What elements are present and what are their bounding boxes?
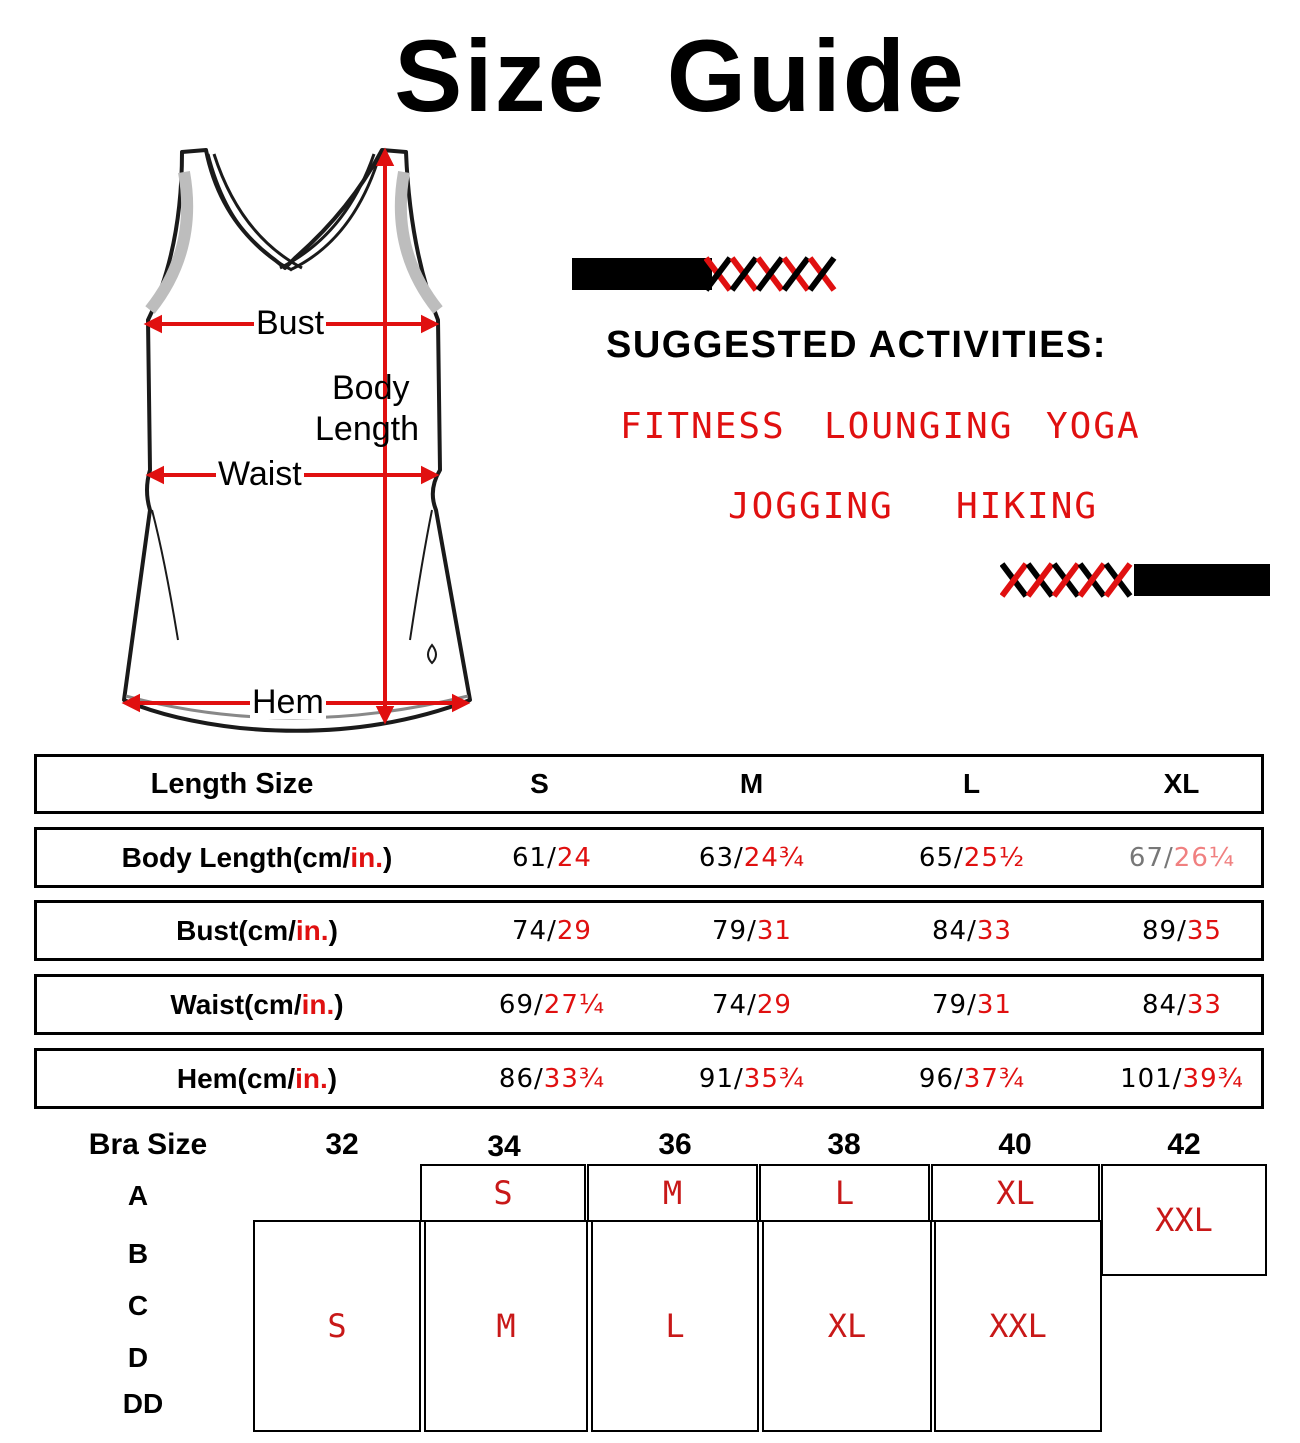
cup-c: C [127,1290,149,1321]
size-header-xl: XL [1163,768,1200,799]
value-cell: 96 / 37¾ [918,1063,1026,1094]
row-label-hem: Hem(cm/ in. ) [176,1062,338,1094]
hem-label: Hem [252,683,324,721]
size-header-l: L [962,768,981,799]
bra-size-label: Bra Size [88,1128,208,1161]
tank-top-diagram [110,140,480,740]
value-cell: 84 / 33 [1142,989,1222,1020]
decorative-bar-bottom [1000,562,1270,598]
band-34: 34 [487,1130,521,1163]
value-cell: 86 / 33¾ [498,1063,606,1094]
row-label-body-length: Body Length(cm/ in. ) [121,841,393,873]
value-cell: 91 / 35¾ [698,1063,806,1094]
value-cell: 79 / 31 [712,915,792,946]
cup-a: A [127,1180,149,1211]
bra-cell-36a: M [587,1164,758,1222]
table-row [34,974,1264,1035]
value-cell: 84 / 33 [932,915,1012,946]
bra-cell-40a: XL [931,1164,1100,1222]
activity-fitness: FITNESS [620,406,786,447]
size-table-header [34,754,1264,814]
page-title: Size Guide [394,19,966,133]
value-cell: 79 / 31 [932,989,1012,1020]
band-38: 38 [827,1128,861,1161]
band-32: 32 [325,1128,359,1161]
cup-d: D [127,1342,149,1373]
row-label-waist: Waist(cm/ in. ) [170,988,344,1020]
bra-cell-38-b-dd: XL [762,1220,932,1432]
value-cell: 61 / 24 [512,842,592,873]
table-row [34,1048,1264,1109]
bra-cell-40-b-dd: XXL [934,1220,1102,1432]
value-cell: 74 / 29 [512,915,592,946]
value-cell: 74 / 29 [712,989,792,1020]
bra-cell-42: XXL [1101,1164,1267,1276]
bra-cell-34a: S [420,1164,586,1222]
band-36: 36 [658,1128,692,1161]
activity-lounging: LOUNGING [824,406,1014,447]
band-42: 42 [1167,1128,1201,1161]
value-cell: 63 / 24¾ [698,842,806,873]
row-label-bust: Bust(cm/ in. ) [176,914,338,946]
bust-label: Bust [256,304,325,342]
bra-cell-38a: L [759,1164,930,1222]
activity-yoga: YOGA [1046,406,1141,447]
size-header-s: S [530,768,549,799]
decorative-bar-top [572,256,842,292]
bra-cell-34-b-dd: M [424,1220,588,1432]
tank-top-illustration [110,140,480,740]
table-row [34,900,1264,961]
activity-jogging: JOGGING [728,486,894,527]
value-cell: 67 / 26¼ [1128,842,1236,873]
bra-cell-32-b-dd: S [253,1220,421,1432]
bra-cell-36-b-dd: L [591,1220,759,1432]
body-length-label-line2: Length [315,410,419,448]
cross-stitch-icon [704,256,844,292]
length-size-header: Length Size [150,767,314,800]
waist-label: Waist [218,455,302,493]
size-header-m: M [739,768,764,799]
cup-dd: DD [122,1388,164,1419]
activities-heading: SUGGESTED ACTIVITIES: [606,324,1107,366]
band-40: 40 [998,1128,1032,1161]
value-cell: 101 / 39¾ [1120,1063,1244,1094]
cross-stitch-icon [1000,562,1140,598]
brand-logo-icon [428,645,436,663]
cup-b: B [127,1238,149,1269]
value-cell: 65 / 25½ [918,842,1026,873]
table-row [34,827,1264,888]
value-cell: 69 / 27¼ [498,989,606,1020]
body-length-label-line1: Body [332,369,410,407]
value-cell: 89 / 35 [1142,915,1222,946]
activity-hiking: HIKING [956,486,1099,527]
